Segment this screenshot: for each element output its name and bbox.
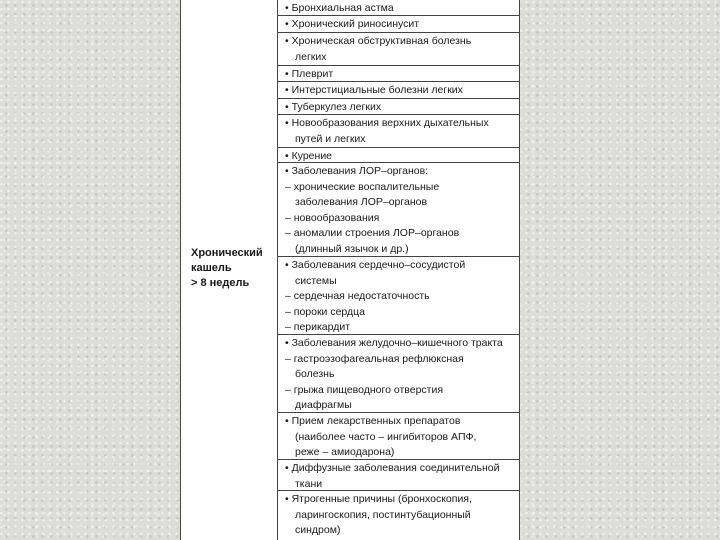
- table-row: [278, 460, 519, 491]
- row-text-line: • Диффузные заболевания соединительной: [285, 462, 500, 474]
- table-row: [278, 0, 519, 16]
- row-text-line: • Курение: [285, 150, 333, 162]
- row-text-line: • Новообразования верхних дыхательных: [285, 117, 489, 129]
- row-text-line: • Прием лекарственных препаратов: [285, 415, 461, 427]
- row-text-line: – перикардит: [285, 321, 351, 334]
- row-text-line: легких: [295, 50, 327, 63]
- row-text-line: ларингоскопия, постинтубационный: [295, 508, 471, 521]
- row-text-line: • Туберкулез легких: [285, 101, 382, 113]
- table-row: [278, 16, 519, 33]
- row-text-line: синдром): [295, 524, 341, 537]
- row-text-line: (длинный язычок и др.): [295, 242, 409, 255]
- row-text-line: – новообразования: [285, 211, 380, 224]
- row-text-line: • Заболевания желудочно–кишечного тракта: [285, 337, 503, 349]
- row-text-line: – аномалии строения ЛОР–органов: [285, 227, 460, 240]
- row-text-line: (наиболее часто – ингибиторов АПФ,: [295, 430, 477, 443]
- table-row: [278, 257, 519, 335]
- table-row: [278, 491, 519, 540]
- row-text-line: • Заболевания ЛОР–органов:: [285, 165, 429, 177]
- table-row: [278, 99, 519, 115]
- causes-column: [278, 0, 519, 540]
- row-text-line: – сердечная недостаточность: [285, 290, 430, 303]
- row-text-line: болезнь: [295, 368, 335, 381]
- row-text-line: • Хроническая обструктивная болезнь: [285, 35, 472, 47]
- row-text-line: диафрагмы: [295, 399, 352, 412]
- row-text-line: ткани: [295, 477, 323, 490]
- row-text-line: – хронические воспалительные: [285, 180, 440, 193]
- table-row: [278, 413, 519, 460]
- row-text-line: • Хронический риносинусит: [285, 18, 420, 30]
- cough-causes-table: [180, 0, 520, 540]
- table-row: [278, 335, 519, 413]
- row-text-line: • Плеврит: [285, 68, 334, 80]
- row-text-line: – грыжа пищеводного отверстия: [285, 383, 444, 396]
- table-row: [278, 163, 519, 257]
- row-text-line: реже – амиодарона): [295, 446, 395, 459]
- table-row: [278, 82, 519, 99]
- row-text-line: системы: [295, 274, 337, 287]
- table-row: [278, 33, 519, 66]
- chronic-cough-label: Хронический кашель > 8 недель: [191, 247, 263, 289]
- table-row: [278, 66, 519, 82]
- table-row: [278, 148, 519, 163]
- row-text-line: заболевания ЛОР–органов: [295, 196, 428, 209]
- row-text-line: • Заболевания сердечно–сосудистой: [285, 259, 466, 271]
- row-text-line: – пороки сердца: [285, 305, 366, 318]
- row-text-line: • Интерстициальные болезни легких: [285, 84, 463, 96]
- row-text-line: • Бронхиальная астма: [285, 2, 394, 14]
- row-text-line: путей и легких: [295, 132, 366, 145]
- table-row: [278, 115, 519, 148]
- row-text-line: – гастроэзофагеальная рефлюксная: [285, 352, 464, 365]
- category-column: [181, 0, 278, 540]
- row-text-line: • Ятрогенные причины (бронхоскопия,: [285, 493, 472, 505]
